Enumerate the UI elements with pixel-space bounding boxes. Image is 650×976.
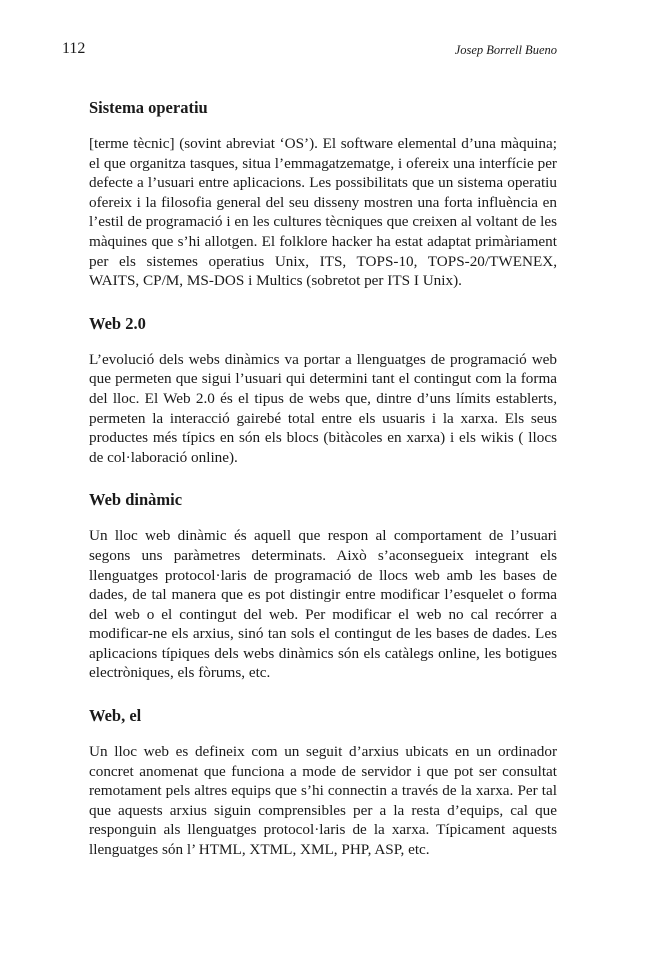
entry-body: [terme tècnic] (sovint abreviat ‘OS’). El software elemental d’una màquina; el que organitza tasques, situa l’emmagatzematge, i ofereix una interfície per defecte a l’usuari entre aplicacions. Les possibilitats que un sistema operatiu ofereix i la filosofia general del seu disseny mostren una forta influència en l’estil de programació i en les cultures tècniques que creixen al voltant de les màquines que s’hi allotgen. El folklore hacker ha estat adaptat primàriament per els sistemes operatius Unix, ITS, TOPS-10, TOPS-20/TWENEX, WAITS, CP/M, MS-DOS i Multics (sobretot per ITS I Unix).	[89, 135, 557, 290]
entry-body: L’evolució dels webs dinàmics va portar a llenguatges de programació web que permeten que sigui l’usuari qui determini tant el contingut com la forma del lloc. El Web 2.0 és el tipus de webs que, dintre d’uns límits establerts, permeten la interacció gairebé total entre els usuaris i la xarxa. Els seus productes més típics en són els blocs (bitàcoles en xarxa) i els wikis ( llocs de col·laboració online).	[89, 350, 557, 466]
entry-body: Un lloc web dinàmic és aquell que respon al comportament de l’usuari segons uns paràmetres determinats. Això s’aconsegueix integrant els llenguatges protocol·laris de programació de llocs web amb les bases de dades, de tal manera que es pot distingir entre modificar l’esquelet o forma del web o el contingut del web. Per modificar el web no cal recórrer a modificar-ne els arxius, sinó tan sols el contingut de les bases de dades. Les aplicacions típiques dels webs dinàmics són els catàlegs online, les botigues electròniques, els fòrums, etc.	[89, 527, 557, 682]
glossary-content	[89, 97, 557, 860]
entry-title: Web 2.0	[89, 313, 146, 333]
entry-sistema-operatiu	[89, 97, 557, 291]
entry-body: Un lloc web es defineix com un seguit d’arxius ubicats en un ordinador concret anomenat que funciona a mode de servidor i que pot ser consultat remotament pels altres equips que s’hi connectin a través de la xarxa. Per tal que aquests arxius siguin comprensibles per a la resta d’equips, cal que responguin als llenguatges protocol·laris de la xarxa. Típicament aquests llenguatges són l’ HTML, XTML, XML, PHP, ASP, etc.	[89, 743, 557, 859]
running-head-author: Josep Borrell Bueno	[454, 43, 557, 57]
entry-web-2-0	[89, 313, 557, 468]
entry-web-dinamic	[89, 489, 557, 683]
page-number: 112	[62, 40, 86, 57]
entry-title: Web, el	[89, 706, 142, 726]
entry-title: Web dinàmic	[89, 490, 183, 510]
entry-title: Sistema operatiu	[89, 98, 208, 117]
entry-web-el	[89, 705, 557, 860]
